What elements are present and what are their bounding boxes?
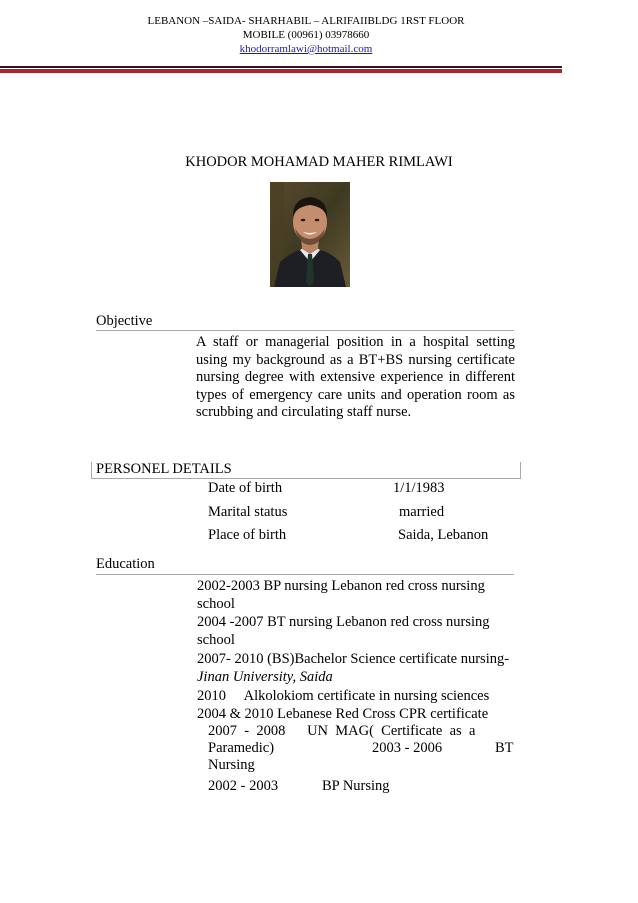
education-item-line: 2003 - 2006 [372, 740, 443, 756]
education-university: Jinan University, Saida [197, 668, 333, 685]
place-of-birth-label: Place of birth [208, 527, 287, 543]
education-title: Alkolokiom certificate in nursing sciences [243, 688, 490, 704]
education-item-line: Paramedic) [208, 740, 275, 756]
profile-photo [270, 182, 350, 287]
education-item-line: Nursing [208, 757, 255, 773]
candidate-name: KHODOR MOHAMAD MAHER RIMLAWI [185, 154, 453, 170]
objective-heading: Objective [96, 313, 153, 329]
place-of-birth-value: Saida, Lebanon [398, 527, 489, 543]
header-rule-bottom [0, 69, 562, 73]
education-item-line: 2007 - 2008 UN MAG( Certificate as a [208, 723, 476, 739]
education-year: 2010 [197, 688, 226, 704]
education-item [197, 651, 515, 686]
dob-label: Date of birth [208, 480, 283, 496]
education-rule [96, 574, 514, 575]
education-item-line: BT [495, 740, 514, 756]
education-item: 2004 & 2010 Lebanese Red Cross CPR certificate [197, 706, 489, 722]
marital-status-value: married [399, 504, 445, 520]
education-title: BP Nursing [322, 778, 390, 794]
header-email-wrap [0, 43, 612, 56]
personal-details-heading: PERSONEL DETAILS [96, 461, 232, 477]
header-address: LEBANON –SAIDA- SHARHABIL – ALRIFAIIBLDG 1RST FLOOR [147, 15, 465, 27]
education-item: 2002-2003 BP nursing Lebanon red cross nursing school [197, 578, 485, 612]
dob-value: 1/1/1983 [393, 480, 445, 496]
education-item [197, 688, 515, 706]
education-year: 2002 - 2003 [208, 778, 279, 794]
marital-status-label: Marital status [208, 504, 288, 520]
education-degree: 2007- 2010 (BS)Bachelor Science certificate nursing- [197, 651, 510, 667]
header-rule-top [0, 66, 562, 68]
objective-text: A staff or managerial position in a hospital setting using my background as a BT+BS nursing certificate nursing degree with extensive experience in different types of emergency care units and operation room as scrubbing and circulating staff nurse. [196, 334, 515, 420]
email-link[interactable]: khodorramlawi@hotmail.com [239, 43, 373, 55]
objective-rule [96, 330, 514, 331]
education-heading: Education [96, 556, 155, 572]
header-mobile: MOBILE (00961) 03978660 [242, 29, 370, 41]
education-item: 2004 -2007 BT nursing Lebanon red cross nursing school [197, 614, 490, 648]
